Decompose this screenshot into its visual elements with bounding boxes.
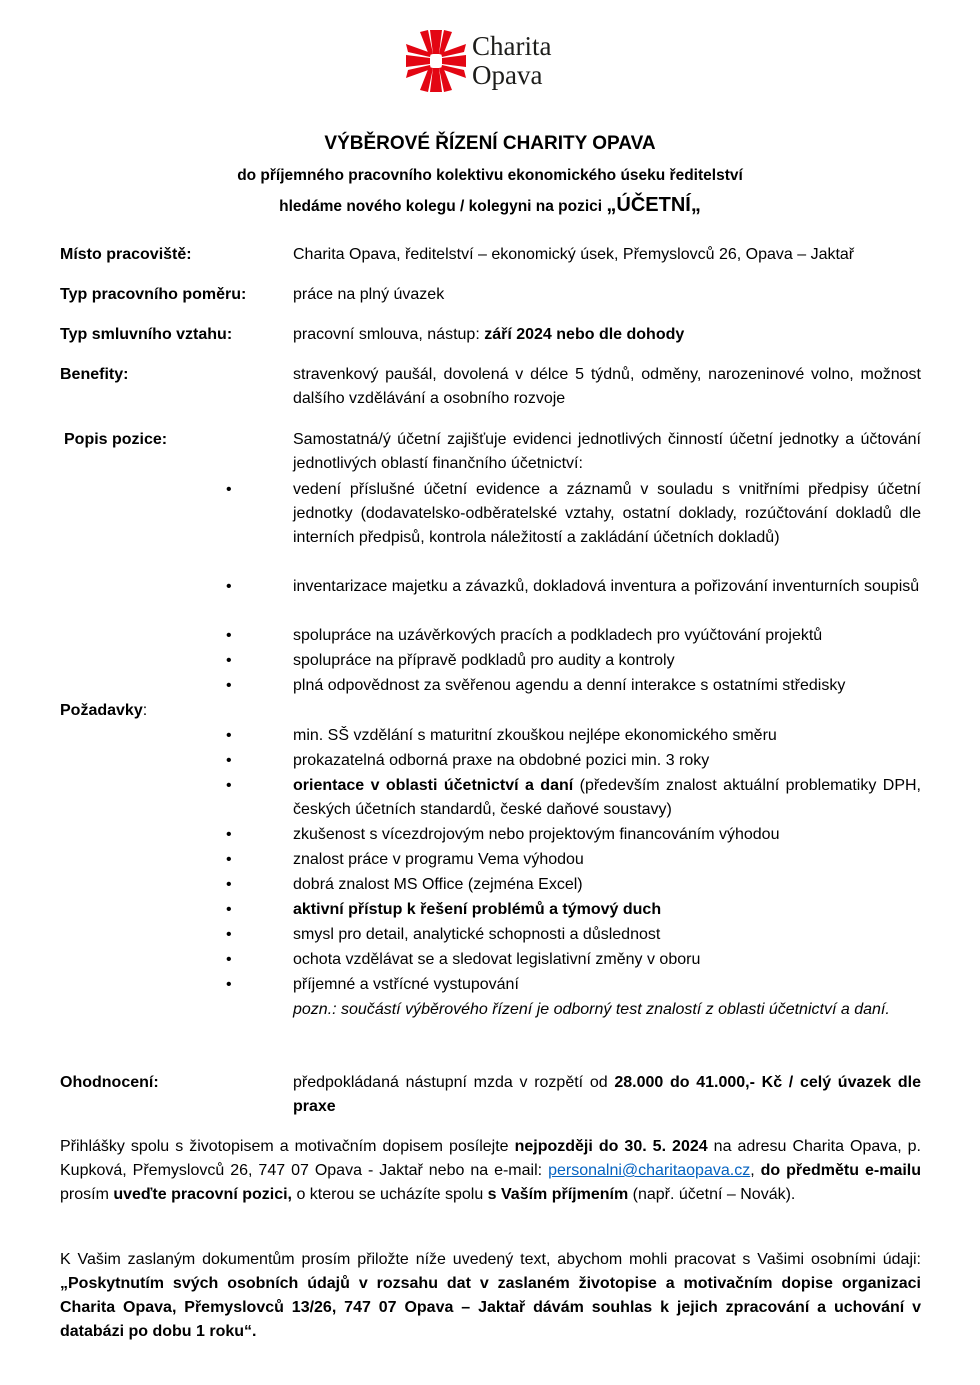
charita-logo — [406, 30, 586, 94]
position-name: „ÚČETNÍ„ — [606, 194, 701, 216]
list-item: • ochota vzdělávat se a sledovat legislativní změny v oboru — [293, 948, 921, 972]
position-heading — [0, 194, 980, 217]
salary-value — [293, 1071, 921, 1119]
list-item — [293, 898, 921, 922]
employment-label: Typ pracovního poměru: — [60, 286, 247, 303]
list-item: • spolupráce na uzávěrkových pracích a podkladech pro vyúčtování projektů — [293, 624, 921, 648]
list-item: • plná odpovědnost za svěřenou agendu a denní interakce s ostatními středisky — [293, 674, 921, 698]
position-heading-prefix: hledáme nového kolegu / kolegyni na pozici — [279, 198, 607, 215]
bold-span: s Vaším příjmením — [487, 1186, 629, 1203]
requirements-label-colon: : — [142, 702, 148, 719]
description-intro: Samostatná/ý účetní zajišťuje evidenci jednotlivých činností účetní jednotky a účtování jednotlivých oblastí finančního účetnictví: — [293, 431, 921, 472]
list-item: • prokazatelná odborná praxe na obdobné pozici min. 3 roky — [293, 749, 921, 773]
charita-cross-icon — [406, 30, 466, 92]
list-item: • znalost práce v programu Vema výhodou — [293, 848, 921, 872]
requirements-label-text: Požadavky — [60, 702, 143, 719]
text-span: (např. účetní – Novák). — [628, 1186, 796, 1203]
consent-paragraph — [60, 1248, 921, 1344]
requirement-bold: orientace v oblasti účetnictví a daní — [293, 777, 574, 794]
benefits-label: Benefity: — [60, 366, 129, 383]
salary-prefix: předpokládaná nástupní mzda v rozpětí od — [293, 1074, 615, 1091]
text-span: na adresu Charita Opava, p. Kupková, Přemyslovců 26, 747 07 Opava - Jaktař nebo na e-mail: — [60, 1138, 922, 1179]
requirements-note — [293, 998, 921, 1022]
contract-label: Typ smluvního vztahu: — [60, 326, 233, 343]
logo-text — [472, 32, 551, 90]
page-title: VÝBĚROVÉ ŘÍZENÍ CHARITY OPAVA — [324, 133, 656, 154]
bold-span: do předmětu e-mailu — [760, 1162, 922, 1179]
requirements-note-text: pozn.: součástí výběrového řízení je odborný test znalostí z oblasti účetnictví a daní. — [293, 1001, 890, 1018]
application-paragraph — [60, 1135, 921, 1207]
text-span: , — [750, 1162, 761, 1179]
workplace-value: Charita Opava, ředitelství – ekonomický úsek, Přemyslovců 26, Opava – Jaktař — [293, 246, 855, 263]
bold-span: uveďte pracovní pozici, — [113, 1186, 292, 1203]
list-item: • smysl pro detail, analytické schopnosti a důslednost — [293, 923, 921, 947]
list-item: • zkušenost s vícezdrojovým nebo projektovým financováním výhodou — [293, 823, 921, 847]
consent-statement: „Poskytnutím svých osobních údajů v rozsahu dat v zaslaném životopise a motivačním dopise organizaci Charita Opava, Přemyslovců 13/26, 747 07 Opava – Jaktař dávám souhlas k jejich zpracování a uchování v databázi po dobu 1 roku“. — [60, 1275, 921, 1340]
workplace-label: Místo pracoviště: — [60, 246, 192, 263]
deadline: nejpozději do 30. 5. 2024 — [514, 1138, 708, 1155]
contract-start: září 2024 nebo dle dohody — [484, 326, 685, 343]
employment-value: práce na plný úvazek — [293, 286, 445, 303]
contract-value — [293, 323, 921, 347]
list-item: • inventarizace majetku a závazků, dokladová inventura a pořizování inventurních soupisů — [293, 575, 921, 599]
list-item: • dobrá znalost MS Office (zejména Excel) — [293, 873, 921, 897]
list-item: • min. SŠ vzdělání s maturitní zkouškou nejlépe ekonomického směru — [293, 724, 921, 748]
text-span: o kterou se ucházíte spolu — [292, 1186, 488, 1203]
logo-line-2: Opava — [472, 60, 543, 90]
page-subtitle: do příjemného pracovního kolektivu ekonomického úseku ředitelství — [237, 167, 743, 184]
benefits-value: stravenkový paušál, dovolená v délce 5 týdnů, odměny, narozeninové volno, možnost dalšího vzdělávání a osobního rozvoje — [293, 366, 921, 407]
salary-label: Ohodnocení: — [60, 1074, 159, 1091]
requirement-bold: aktivní přístup k řešení problémů a týmový duch — [293, 901, 662, 918]
list-item — [293, 774, 921, 822]
logo-line-1: Charita — [472, 31, 552, 61]
description-label: Popis pozice: — [64, 431, 168, 448]
requirement-rest: (především znalost aktuální problematiky DPH, českých účetních standardů, české daňové soustavy) — [293, 777, 921, 818]
text-span: Přihlášky spolu s životopisem a motivačním dopisem posílejte — [60, 1138, 515, 1155]
text-span: prosím — [60, 1186, 114, 1203]
list-item: • spolupráce na přípravě podkladů pro audity a kontroly — [293, 649, 921, 673]
list-item: • příjemné a vstřícné vystupování — [293, 973, 921, 997]
list-item: • vedení příslušné účetní evidence a záznamů v souladu s vnitřními předpisy účetní jednotky (dodavatelsko-odběratelské vztahy, ostatní doklady, rozúčtování dokladů dle interních předpisů, kontrola náležitostí a zakládání účetních dokladů) — [293, 478, 921, 550]
salary-range: 28.000 do 41.000,- Kč / celý úvazek dle praxe — [293, 1074, 921, 1115]
text-span: K Vašim zaslaným dokumentům prosím přiložte níže uvedený text, abychom mohli pracovat s Vašimi osobními údaji: — [60, 1251, 921, 1268]
contract-value-prefix: pracovní smlouva, nástup: — [293, 326, 485, 343]
requirements-label — [60, 699, 147, 723]
email-link[interactable]: personalni@charitaopava.cz — [548, 1162, 751, 1179]
